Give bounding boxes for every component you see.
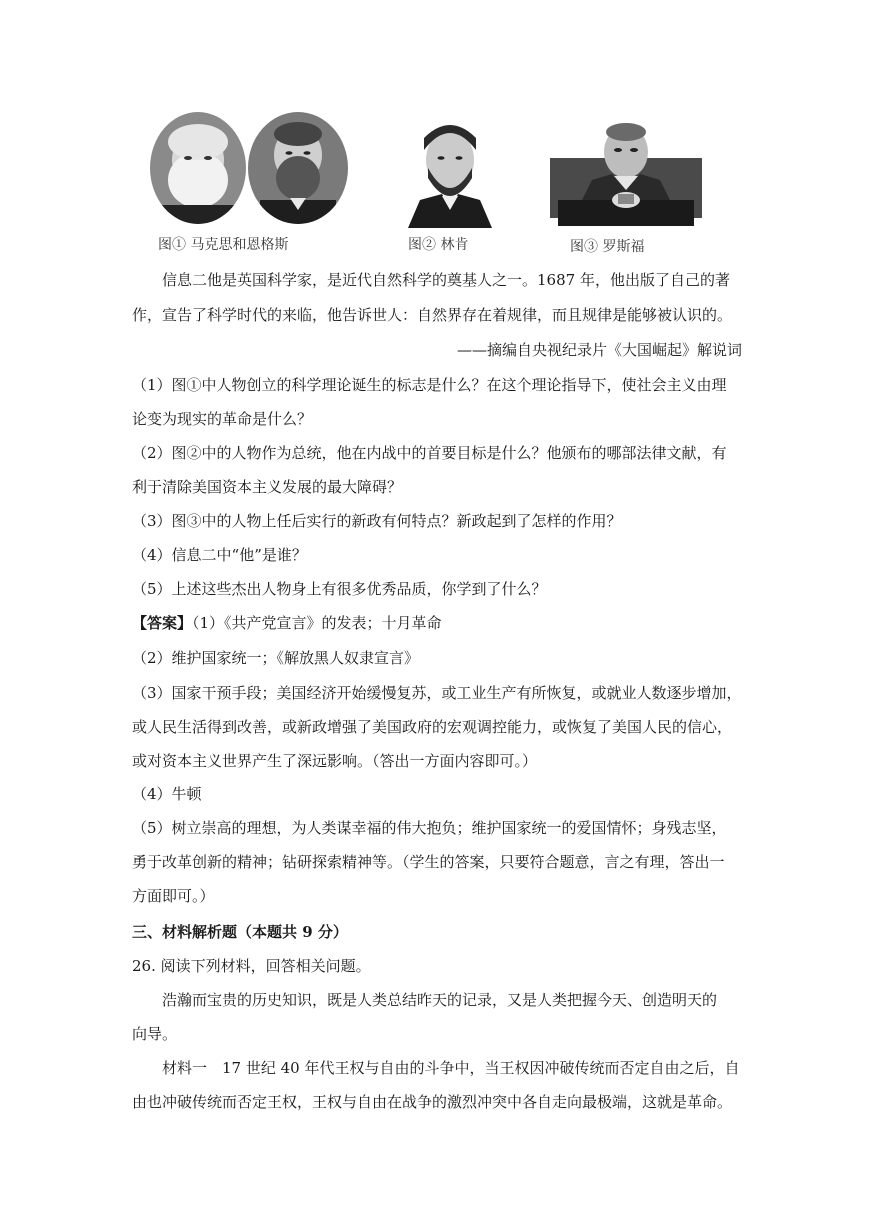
answer-5-line-1: （5）树立崇高的理想，为人类谋幸福的伟大抱负；维护国家统一的爱国情怀；身残志坚， bbox=[132, 819, 727, 837]
material-intro-line-1: 浩瀚而宝贵的历史知识，既是人类总结昨天的记录，又是人类把握今天、创造明天的 bbox=[162, 991, 718, 1009]
figure-2 bbox=[402, 116, 498, 253]
question-1-line-2: 论变为现实的革命是什么？ bbox=[132, 410, 313, 428]
figures-row bbox=[150, 110, 710, 260]
figure-3-caption: 图③ 罗斯福 bbox=[570, 239, 645, 255]
info2-line-1: 信息二他是英国科学家，是近代自然科学的奠基人之一。1687 年，他出版了自己的著 bbox=[162, 271, 730, 289]
answer-label: 【答案】 bbox=[132, 614, 193, 632]
question-3: （3）图③中的人物上任后实行的新政有何特点？新政起到了怎样的作用？ bbox=[132, 512, 622, 530]
roosevelt-portrait-image bbox=[548, 118, 704, 228]
answer-1: （1）《共产党宣言》的发表；十月革命 bbox=[192, 614, 442, 632]
answer-4: （4）牛顿 bbox=[132, 785, 202, 803]
question-4: （4）信息二中“他”是谁？ bbox=[132, 546, 307, 564]
figure-3 bbox=[548, 118, 704, 255]
answer-3-line-2: 或人民生活得到改善，或新政增强了美国政府的宏观调控能力，或恢复了美国人民的信心， bbox=[132, 718, 733, 736]
question-26: 26. 阅读下列材料，回答相关问题。 bbox=[132, 957, 371, 975]
question-5: （5）上述这些杰出人物身上有很多优秀品质，你学到了什么？ bbox=[132, 580, 547, 598]
answer-3-line-3: 或对资本主义世界产生了深远影响。（答出一方面内容即可。） bbox=[132, 752, 538, 770]
material-1-line-1: 材料一 17 世纪 40 年代王权与自由的斗争中，当王权因冲破传统而否定自由之后，自 bbox=[162, 1059, 740, 1077]
answer-5-line-3: 方面即可。） bbox=[132, 887, 215, 905]
info2-source: ——摘编自央视纪录片《大国崛起》解说词 bbox=[456, 341, 742, 359]
answer-5-line-2: 勇于改革创新的精神；钻研探索精神等。（学生的答案，只要符合题意，言之有理，答出一 bbox=[132, 853, 725, 871]
question-2-line-2: 利于清除美国资本主义发展的最大障碍？ bbox=[132, 478, 403, 496]
material-1-line-2: 由也冲破传统而否定王权，王权与自由在战争的激烈冲突中各自走向最极端，这就是革命。 bbox=[132, 1093, 733, 1111]
figure-2-caption: 图② 林肯 bbox=[408, 237, 469, 253]
lincoln-portrait-image bbox=[402, 116, 498, 228]
figure-1 bbox=[150, 110, 350, 253]
section-3-heading: 三、材料解析题（本题共 9 分） bbox=[132, 923, 348, 941]
info2-line-2: 作，宣告了科学时代的来临，他告诉世人：自然界存在着规律，而且规律是能够被认识的。 bbox=[132, 306, 733, 324]
material-intro-line-2: 向导。 bbox=[132, 1025, 178, 1043]
answer-3-line-1: （3）国家干预手段；美国经济开始缓慢复苏，或工业生产有所恢复，或就业人数逐步增加， bbox=[132, 684, 742, 702]
answer-1-row bbox=[132, 613, 742, 634]
question-2-line-1: （2）图②中的人物作为总统，他在内战中的首要目标是什么？他颁布的哪部法律文献，有 bbox=[132, 444, 727, 462]
answer-2: （2）维护国家统一；《解放黑人奴隶宣言》 bbox=[132, 649, 420, 667]
figure-1-caption: 图① 马克思和恩格斯 bbox=[158, 237, 289, 253]
question-1-line-1: （1）图①中人物创立的科学理论诞生的标志是什么？在这个理论指导下，使社会主义由理 bbox=[132, 376, 727, 394]
marx-engels-portrait-image bbox=[150, 110, 350, 228]
